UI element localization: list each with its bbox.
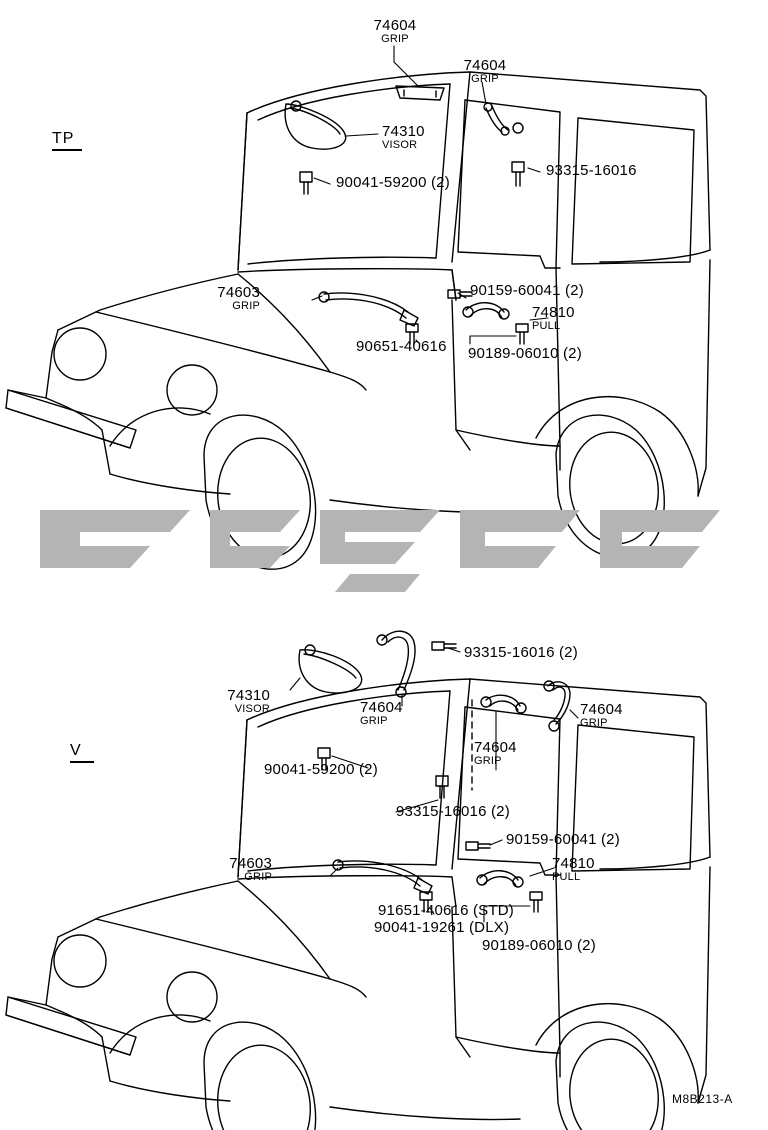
callout-74604-grip-bottom-middle[interactable]: 74604 GRIP <box>474 739 517 767</box>
callout-90651-40616-top[interactable]: 90651-40616 <box>356 338 447 355</box>
callout-93315-16016-bottom-lower[interactable]: 93315-16016 (2) <box>396 803 510 820</box>
bottom-leaders <box>290 648 578 922</box>
callout-74604-grip-bottom-rear[interactable]: 74604 GRIP <box>580 701 623 729</box>
callout-74810-pull-top[interactable]: 74810 PULL <box>532 304 575 332</box>
callout-74810-pull-bottom[interactable]: 74810 PULL <box>552 855 595 883</box>
callout-90189-06010-bottom[interactable]: 90189-06010 (2) <box>482 937 596 954</box>
callout-74310-visor-top[interactable]: 74310 VISOR <box>382 123 425 151</box>
sheet-code: M8B213-A <box>672 1092 733 1106</box>
callout-90041-19261-dlx[interactable]: 90041-19261 (DLX) <box>374 919 510 936</box>
vehicle-bottom <box>6 679 710 1130</box>
vehicle-top <box>6 72 710 569</box>
callout-91651-40616-std[interactable]: 91651-40616 (STD) <box>378 902 514 919</box>
callout-90041-59200-bottom[interactable]: 90041-59200 (2) <box>264 761 378 778</box>
callout-93315-16016-top[interactable]: 93315-16016 <box>546 162 637 179</box>
callout-74603-grip-bottom[interactable]: 74603 GRIP <box>229 855 272 883</box>
callout-74604-roof-side[interactable]: 74604 GRIP <box>463 57 507 85</box>
callout-90159-60041-bottom[interactable]: 90159-60041 (2) <box>506 831 620 848</box>
callout-90159-60041-top[interactable]: 90159-60041 (2) <box>470 282 584 299</box>
variant-mark-tp: TP <box>52 130 82 151</box>
callout-93315-16016-bottom-upper[interactable]: 93315-16016 (2) <box>464 644 578 661</box>
callout-90189-06010-top[interactable]: 90189-06010 (2) <box>468 345 582 362</box>
callout-90041-59200-top[interactable]: 90041-59200 (2) <box>336 174 450 191</box>
callout-74604-grip-bottom-front[interactable]: 74604 GRIP <box>360 699 403 727</box>
callout-74604-roof-front[interactable]: 74604 GRIP <box>373 17 417 45</box>
callout-74310-visor-bottom[interactable]: 74310 VISOR <box>227 687 270 715</box>
callout-74603-grip-top[interactable]: 74603 GRIP <box>217 284 260 312</box>
variant-mark-v: V <box>70 742 94 763</box>
